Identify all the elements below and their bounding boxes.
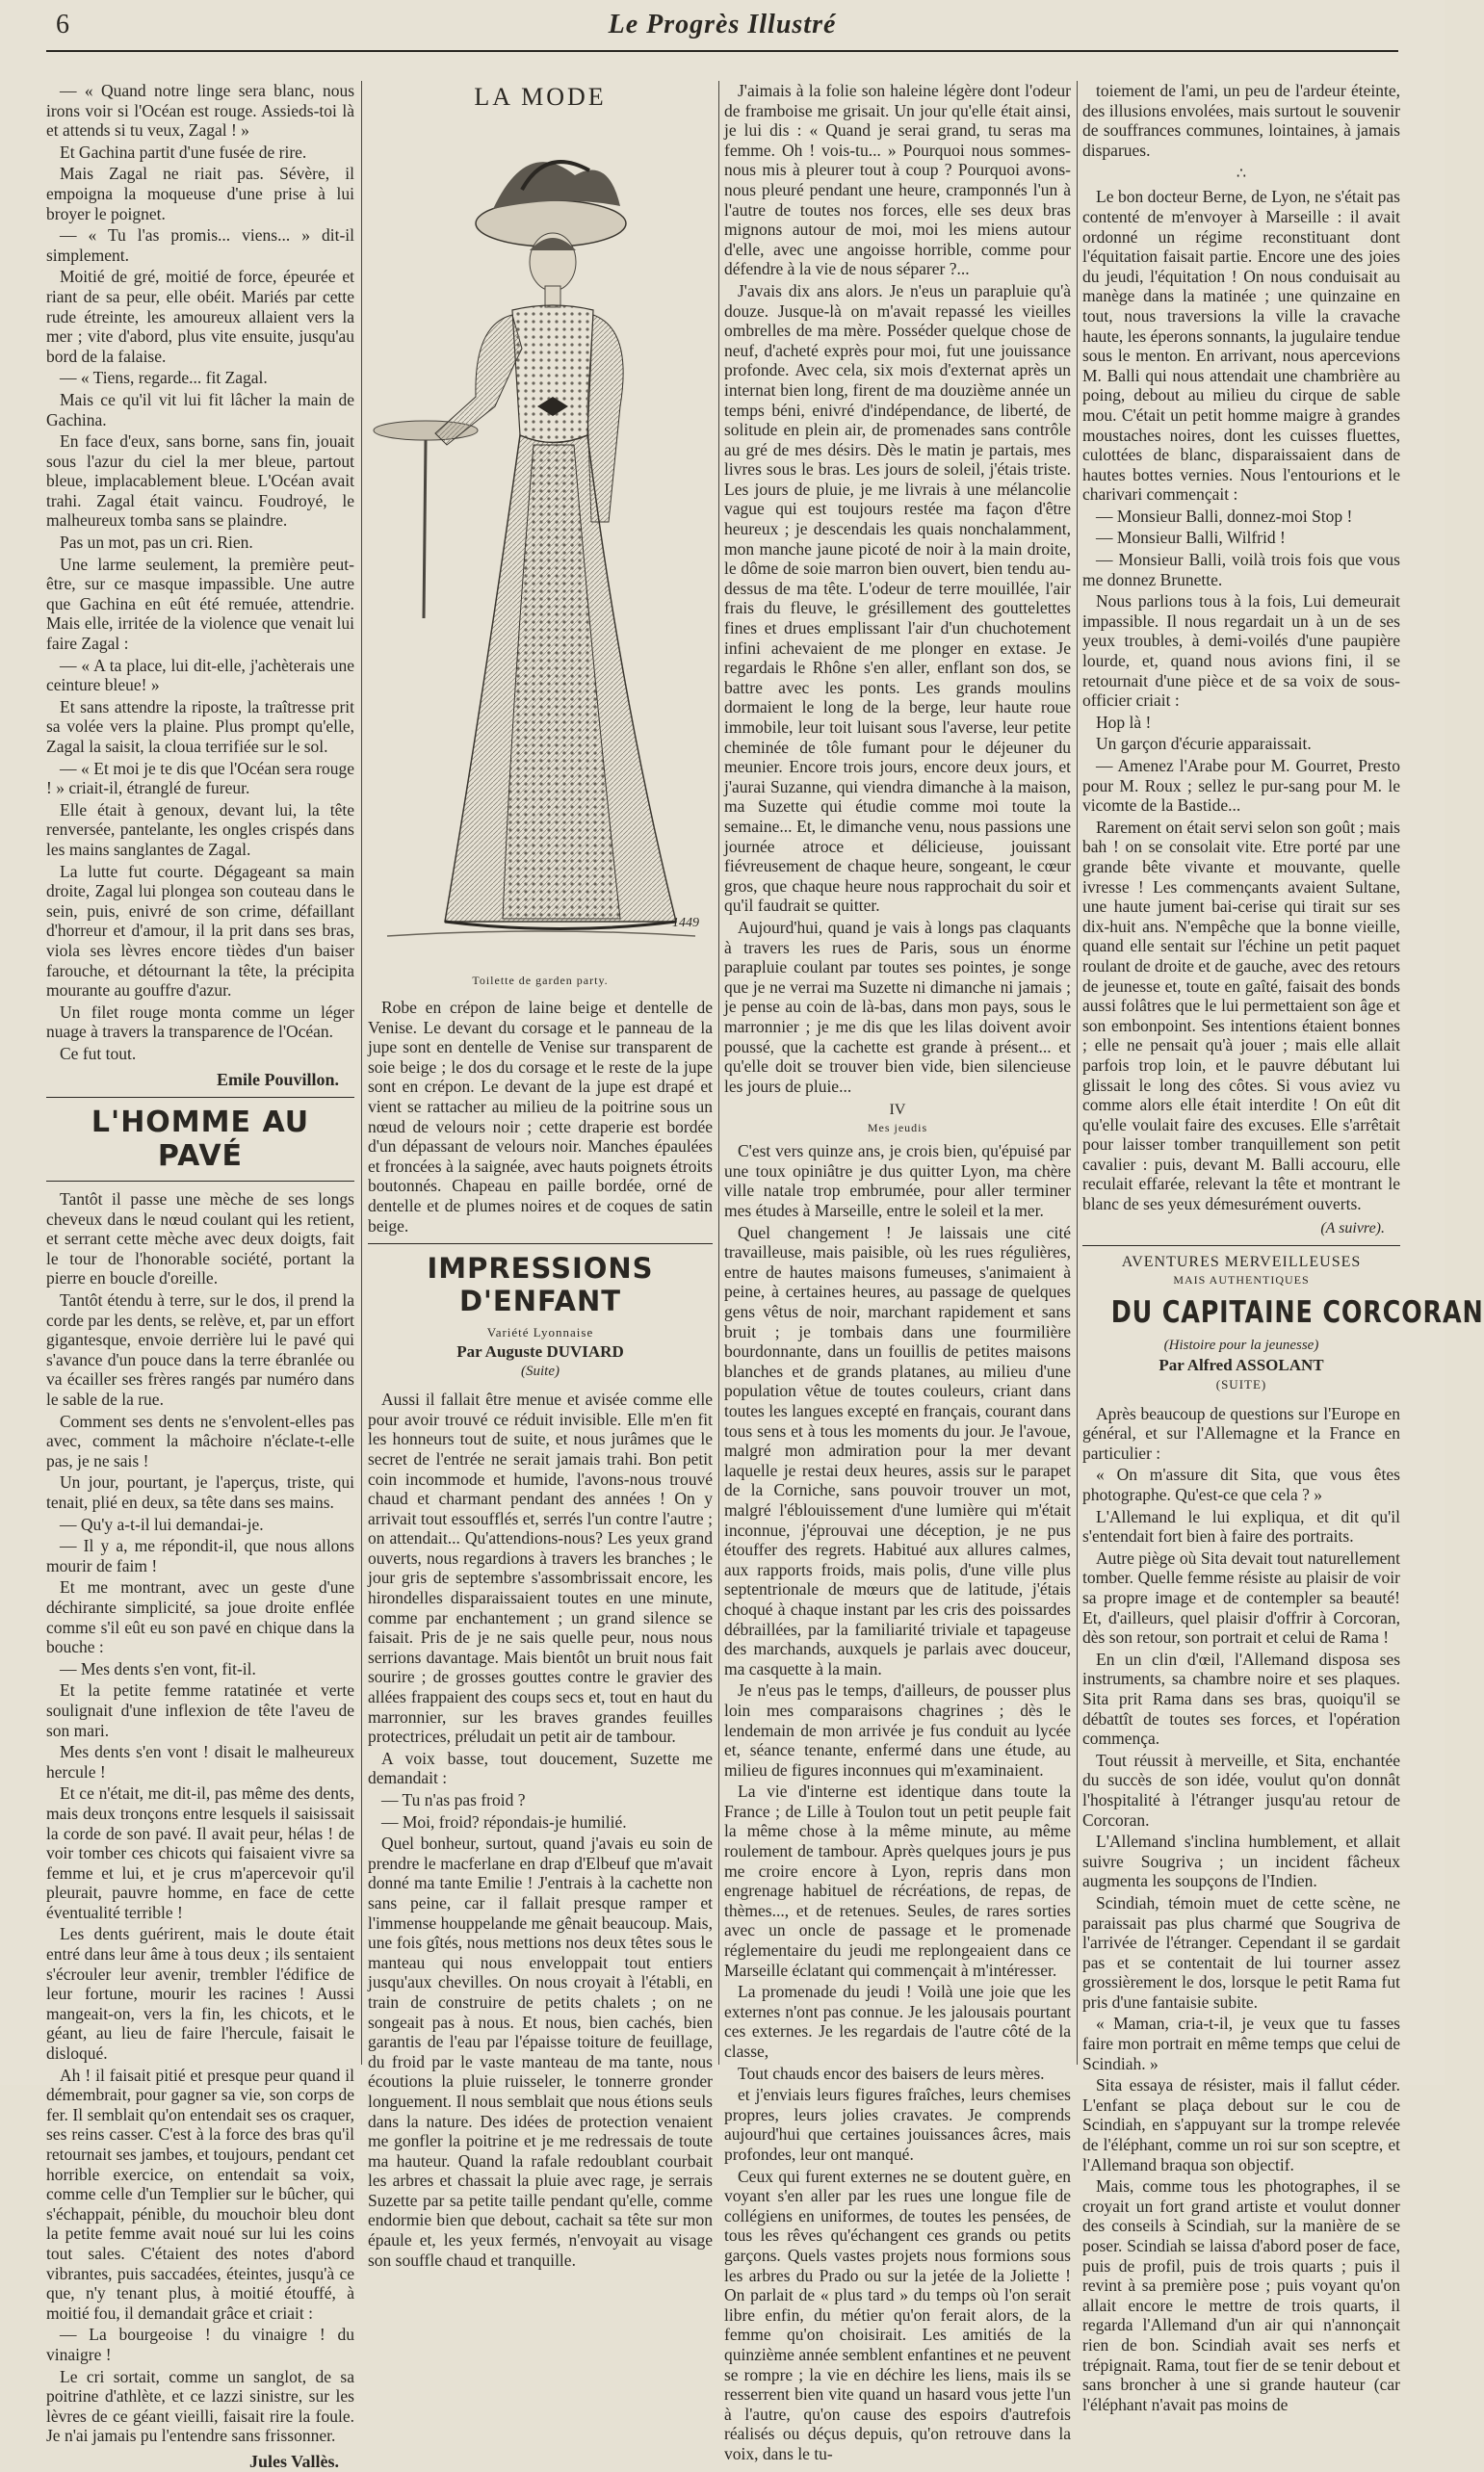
paragraph: — Mes dents s'en vont, fit-il. [60, 1658, 256, 1678]
section-title: Mes jeudis [867, 1121, 928, 1135]
section-dots: ∴ [1236, 166, 1247, 183]
paragraph: Et me montrant, avec un geste d'une déchirante simplicité, sa joue droite enflée comme s'il eût eu son pavé en chique dans la bouche : [46, 1577, 354, 1657]
paragraph: Nous parlions tous à la fois, Lui demeurait impassible. Il nous regardait un à un de ses yeux troubles, à demi-voilés d'une paupière lourde, et, quand nous avions fini, il se retournait d'une pièce et de sa voix de sous-officier criait : [1082, 591, 1400, 711]
paragraph: Scindiah, témoin muet de cette scène, ne paraissait pas plus charmé que Sougriva de l'arrivée de l'étranger. Cependant il se gardait pas et se contentait de lui tourner assez grossièrement le dos, lorsque le petit Rama fut pris d'une fantaisie subite. [1082, 1892, 1400, 2012]
paragraph: Je n'eus pas le temps, d'ailleurs, de pousser plus loin mes comparaisons chagrines ; dès le lendemain de mon arrivée je fus conduit au lycée et, séance tenante, enfermé dans une étude, au milieu de figures inconnues qui m'examinaient. [724, 1680, 1071, 1780]
article-suite: (Suite) [521, 1364, 560, 1380]
to-be-continued: (A suivre). [1320, 1219, 1385, 1236]
paragraph: — « Quand notre linge sera blanc, nous irons voir si l'Océan est rouge. Assieds-toi là et attends si tu veux, Zagal ! » [46, 81, 354, 141]
paragraph: Et ce n'était, me dit-il, pas même des dents, mais deux tronçons entre lesquels il saisissait la corde de son pavé. Il avait peur, hélas ! de voir tomber ces chicots qui faisaient vivre sa femme et lui, et je crus m'apercevoir qu'il pleurait, pauvre homme, en face de cette éventualité terrible ! [46, 1783, 354, 1922]
paragraph: Ce fut tout. [60, 1043, 137, 1063]
paragraph: Après beaucoup de questions sur l'Europe en général, et sur l'Allemagne et la France en particulier : [1082, 1403, 1400, 1463]
paragraph: Tout réussit à merveille, et Sita, enchantée du succès de son idée, voulut qu'on donnât l'hospitalité à l'étranger jusqu'au retour de Corcoran. [1082, 1750, 1400, 1830]
serial-subtitle: (Histoire pour la jeunesse) [1163, 1337, 1319, 1353]
fashion-description [368, 998, 713, 1236]
column-divider [361, 81, 362, 2065]
serial-title-line1: AVENTURES MERVEILLEUSES [1121, 1253, 1362, 1270]
article-title: L'HOMME AU PAVÉ [91, 1106, 310, 1174]
paragraph: — Moi, froid? répondais-je humilié. [381, 1811, 627, 1832]
paragraph: Aujourd'hui, quand je vais à longs pas claquants à travers les rues de Paris, sous un énorme parapluie coulant par toutes ses pointes, je songe que je ne verrai ma Suzette ni dimanche ni jamais ; je pense au coin de là-bas, dans mon pays, sous le marronnier ; je me dis que les lilas doivent avoir poussé, que la cachette est grande à présent... et qu'elle doit se trouver bien vide, bien silencieuse les jours de pluie... [724, 917, 1071, 1096]
serial-title: DU CAPITAINE CORCORAN [1110, 1294, 1484, 1330]
paragraph: « On m'assure dit Sita, que vous êtes photographe. Qu'est-ce que cela ? » [1082, 1465, 1400, 1505]
paragraph: — Amenez l'Arabe pour M. Gourret, Presto pour M. Roux ; sellez le pur-sang pour M. le vicomte de la Bastide... [1082, 756, 1400, 816]
paragraph: Le cri sortait, comme un sanglot, de sa poitrine d'athlète, et ce lazzi sinistre, sur les lèvres de ce géant vieilli, faisait rire la foule. Je n'ai jamais pu l'entendre sans frissonner. [46, 2366, 354, 2446]
paragraph: Le bon docteur Berne, de Lyon, ne s'était pas contenté de m'envoyer à Marseille : il avait ordonné un régime reconstituant dont l'équitation faisait partie. Encore une des joies du jeudi, l'équitation ! On nous conduisait au manège dans la matinée ; une quinzaine en tout, nous traversions la ville la cravache haute, les éperons sonnants, la jugulaire tendue sous le menton. En arrivant, nous apercevions M. Balli qui nous attendait une chambrière au poing, debout au milieu du cirque de sable mou. C'était un petit homme maigre à grandes moustaches noires, dont les cuisses fluettes, culottées de blanc, disparaissaient dans de hautes bottes vernies. Nous l'entourions et le charivari commençait : [1082, 187, 1400, 505]
paragraph: Et la petite femme ratatinée et verte soulignait d'une inflexion de tête l'aveu de son mari. [46, 1680, 354, 1740]
paragraph: La lutte fut courte. Dégageant sa main droite, Zagal lui plongea son couteau dans le sein, puis, enivré de son crime, défaillant d'horreur et d'amour, il la prit dans ses bras, viola ses lèvres encore tièdes d'un baiser farouche, et détournant la tête, la précipita mourante au gouffre d'azur. [46, 861, 354, 1001]
paragraph: Robe en crépon de laine beige et dentelle de Venise. Le devant du corsage et le panneau de la jupe sont en dentelle de Venise sur transparent de soie beige ; le dos du corsage et le reste de la jupe sont en crépon. Le devant de la jupe est drapé et vient se rattacher au milieu de la poitrine sous un nœud de velours noir ; cette draperie est bordée d'un dépassant de velours noir. Manches épaulées et froncées à la saignée, avec hauts poignets étroits boutonnés. Chapeau en paille bordée, orné de dentelle et de plumes noires et de coques de satin beige. [368, 998, 713, 1236]
paragraph: J'avais dix ans alors. Je n'eus un parapluie qu'à douze. Jusque-là on m'avait repassé les vieilles ombrelles de ma mère. Posséder quelque chose de neuf, d'acheté exprès pour moi, fut une jouissance profonde. Avec cela, six mois d'externat après un internat bien long, firent de ma douzième année un temps béni, enivré d'indépendance, de liberté, de solitude en plein air, de promenades sans contrôle au gré de mes désirs. Dès le matin je partais, mes livres sous le bras. Les jours de soleil, j'étais triste. Les jours de pluie, je me livrais à une mélancolie vague qui est toujours restée ma façon d'être heureux ; je descendais les quais nonchalamment, mon manche jaune picoté de noir à la main droite, le dôme de soie marron bien ouvert, bien tendu au-dessus de ma tête. L'odeur de terre mouillée, l'air frais du fleuve, le grésillement des gouttelettes fines et drues emplissant l'air d'un chuchotement infini achevaient de me plonger en extase. Je regardais le Rhône s'en aller, enflant son dos, se battre avec les ponts. Les grands moulins dormaient le long de la berge, leur haute roue immobile, leur toit luisant sous l'averse, leur petite cheminée de tôle fumant pour le déjeuner du meunier. Encore trois jours, encore deux jours, et j'aurai Suzanne, qui viendra dimanche à la maison, ma Suzette qui étudie comme moi toute la semaine... Et, le dimanche venu, nous passions une journée atroce et délicieuse, jouissant fiévreusement de chaque heure, songeant, le cœur gros, que chaque heure nous rapprochait du soir et qu'il faudrait se quitter. [724, 280, 1071, 916]
paragraph: J'aimais à la folie son haleine légère dont l'odeur de framboise me grisait. Un jour qu'elle était ainsi, je lui dis : « Quand je serai grand, tu seras ma femme. Oh ! vois-tu... » Pourquoi nous sommes-nous mis à pleurer tout à coup ? Pourquoi avons-nous pleuré pendant une heure, cramponnés l'un à l'autre de toutes nos forces, elle ses deux bras mignons autour de moi, moi les miens autour d'elle, avec une angoisse horrible, comme pour défendre à la vie de nous séparer ?... [724, 81, 1071, 279]
paragraph: Tantôt il passe une mèche de ses longs cheveux dans le nœud coulant qui les retient, et serrant cette mèche avec deux doigts, fait le tour de l'honorable société, portant la pierre en boucle d'oreille. [46, 1189, 354, 1288]
column-1 [46, 81, 354, 2471]
article-body [724, 81, 1071, 1096]
column-divider [718, 81, 719, 2065]
article-body [1082, 81, 1400, 160]
paragraph: La vie d'interne est identique dans toute la France ; de Lille à Toulon tout un petit peuple fait la même chose à la même minute, au même roulement de tambour. Après quelques jours je pus me croire encore à Lyon, repris dans mon engrenage habituel de récréations, de repas, de thèmes..., et de retenues. Seules, de rares sorties avec un oncle de passage et le promenade réglementaire du jeudi me replongeaient dans ce Marseille éclatant qui commençait à m'intéresser. [724, 1782, 1071, 1980]
paragraph: Mais Zagal ne riait pas. Sévère, il empoigna la moqueuse d'une prise à lui broyer le poignet. [46, 164, 354, 223]
column-4 [1082, 81, 1484, 2414]
column-3 [724, 81, 1071, 2463]
paragraph: Pas un mot, pas un cri. Rien. [60, 533, 253, 553]
story-author: Emile Pouvillon. [216, 1069, 339, 1089]
paragraph: — Qu'y a-t-il lui demandai-je. [60, 1514, 264, 1534]
paragraph: — Il y a, me répondit-il, que nous allons mourir de faim ! [46, 1536, 354, 1575]
article-body [46, 1189, 354, 2446]
separator [368, 1243, 713, 1244]
article-body [368, 1390, 713, 2270]
paragraph: Elle était à genoux, devant lui, la tête renversée, pantelante, les ongles crispés dans les mains sanglantes de Zagal. [46, 799, 354, 859]
paragraph: Quel changement ! Je laissais une cité travailleuse, mais paisible, où les rues régulières, entre de hautes maisons fumeuses, s'animaient à peine, à certaines heures, au passage de quelques gens vêtus de noir, marchant rapidement et sans bruit ; je tombais dans une fourmilière bourdonnante, dans un fouillis de petites maisons blanches et de grands platanes, au milieu d'une population vêtue de toutes couleurs, criant dans toutes les langues excepté en français, courant dans tous sens et à tous les moments du jour. Je l'avoue, malgré mon admiration pour la mer devant laquelle je restai deux heures, assis sur le parapet de la Corniche, sans pouvoir trouver un mot, malgré l'éblouissement d'une lumière qui m'était inconnue, j'éprouvai une déception, je ne pus étouffer des regrets. Habitué aux allures calmes, aux rapports froids, mais polis, d'une ville plus septentrionale de mœurs que de latitude, j'étais choqué à chaque instant par les cris des poissardes débraillées, par la familiarité triviale et tapageuse des marchands, auxquels je parlais avec douceur, ma casquette à la main. [724, 1222, 1071, 1678]
paragraph: Et Gachina partit d'une fusée de rire. [60, 142, 307, 162]
paragraph: En face d'eux, sans borne, sans fin, jouait sous l'azur du ciel la mer bleue, partout bleue, implacablement bleue. L'Océan avait trahi. Zagal était vaincu. Foudroyé, le malheureux tomba sans se plaindre. [46, 431, 354, 531]
paragraph: Un jour, pourtant, je l'aperçus, triste, qui tenait, plié en deux, sa tête dans ses mains. [46, 1472, 354, 1512]
page-header [0, 0, 1445, 62]
paragraph: Mais ce qu'il vit lui fit lâcher la main de Gachina. [46, 389, 354, 429]
paragraph: — Monsieur Balli, donnez-moi Stop ! [1096, 506, 1353, 526]
paragraph: Les dents guérirent, mais le doute était entré dans leur âme à tous deux ; ils sentaient s'écrouler leur avenir, trembler l'édifice de leur fortune, mourir les racines ! Aussi mangeait-on, vers la fin, les chicots, et le géant, au lieu de faire l'hercule, faisait le disloqué. [46, 1924, 354, 2064]
article-title: IMPRESSIONS D'ENFANT [427, 1252, 654, 1318]
header-rule [46, 50, 1398, 52]
column-2 [368, 81, 713, 2270]
serial-title-line2: MAIS AUTHENTIQUES [1173, 1272, 1310, 1287]
article-author: Par Auguste DUVIARD [456, 1342, 624, 1362]
paragraph: toiement de l'ami, un peu de l'ardeur éteinte, des illusions envolées, mais surtout le souvenir de souffrances communes, lointaines, à jamais disparues. [1082, 81, 1400, 160]
paragraph: Autre piège où Sita devait tout naturellement tomber. Quelle femme résiste au plaisir de voir sa propre image et de contempler sa beauté! Et, d'ailleurs, quel plaisir d'offrir à Corcoran, dès son retour, son portrait et celui de Rama ! [1082, 1548, 1400, 1648]
paragraph: Comment ses dents ne s'envolent-elles pas avec, comment la mâchoire n'éclate-t-elle pas, je ne sais ! [46, 1411, 354, 1470]
paragraph: Quel bonheur, surtout, quand j'avais eu soin de prendre le macferlane en drap d'Elbeuf que m'avait donné ma tante Emilie ! J'entrais à la cachette non sans peine, car il fallait presque ramper et l'immense houppelande me gênait beaucoup. Mais, une fois gîtés, nous mettions nos deux têtes sous le manteau qui nous enveloppait tout entiers jusqu'aux chevilles. On nous croyait à l'établi, en train de construire de petits chalets ; on ne songeait pas à nous. Et nous, bien cachés, bien garantis de l'eau par l'épaisse toiture de feuillage, du froid par le vaste manteau de ma tante, nous écoutions la pluie ruisseler, le tonnerre gronder longuement. Il nous semblait que nous étions seuls dans la nature. Des idées de protection venaient me gonfler la poitrine et je me redressais de toute ma hauteur. Quand la rafale redoublant courbait les arbres et chassait la pluie avec rage, je serrais Suzette par sa petite taille pendant qu'elle, comme endormie bien que debout, cachait sa tête sur mon épaule et, les yeux fermés, n'envoyait au visage son souffle chaud et tranquille. [368, 1834, 713, 2270]
paragraph: « Maman, cria-t-il, je veux que tu fasses faire mon portrait en même temps que celui de Scindiah. » [1082, 2014, 1400, 2073]
paragraph: Un filet rouge monta comme un léger nuage à travers la transparence de l'Océan. [46, 1002, 354, 1042]
serial-body [1082, 1404, 1400, 2415]
paragraph: — La bourgeoise ! du vinaigre ! du vinaigre ! [46, 2325, 354, 2364]
paragraph: Ah ! il faisait pitié et presque peur quand il démembrait, pour gagner sa vie, son corps de fer. Il semblait qu'on entendait ses os craquer, ses reins casser. C'est à la force des bras qu'il retournait ses jambes, et toujours, pendant cet horrible exercice, on entendait sa voix, comme celle d'un Templier sur le bûcher, qui s'échappait, pénible, du mouchoir bleu dont la petite femme avait noué sur lui les coins tout sales. C'étaient des notes d'abord vibrantes, puis saccadées, éteintes, jusqu'à ce que, n'y tenant plus, à moitié étouffé, à moitié fou, il demandait grâce et criait : [46, 2065, 354, 2323]
paragraph: — Monsieur Balli, Wilfrid ! [1096, 528, 1286, 548]
paragraph: Tantôt étendu à terre, sur le dos, il prend la corde par les dents, se relève, et, par un effort gigantesque, envoie derrière lui le pavé qui s'avance d'un pouce dans la terre ébranlée ou va écailler ses frères rangés par numéro dans le sable de la rue. [46, 1290, 354, 1410]
fashion-illustration [368, 117, 713, 965]
column-divider [1077, 81, 1078, 2065]
paragraph: et j'enviais leurs figures fraîches, leurs chemises propres, leurs jolies cravates. Je comprends aujourd'hui que certaines jouissances âcres, mais profondes, leur ont manqué. [724, 2085, 1071, 2164]
article-body [1082, 187, 1400, 1213]
paragraph: Ceux qui furent externes ne se doutent guère, en voyant s'en aller par les rues une longue file de collégiens en uniformes, de toutes les pensées, de tous les rêves qu'échangent ces grands ou petits garçons. Quels vastes projets nous formions sous les arbres du Prado ou sur la jetée de la Joliette ! On parlait de « plus tard » du temps où l'on serait libre enfin, du métier qu'on ferait alors, de la femme qu'on choisirait. Les amitiés de la quinzième année semblent enfantines et ne peuvent se rompre ; la vie en déchire les liens, mais ils se resserrent bien vite quand un hasard vous jette l'un à l'autre, qu'on cause des espoirs d'autrefois réalisés ou déçus depuis, qu'on retrouve dans la voix, dans le tu- [724, 2166, 1071, 2463]
paragraph: — Monsieur Balli, voilà trois fois que vous me donnez Brunette. [1082, 550, 1400, 589]
paragraph: — « Et moi je te dis que l'Océan sera rouge ! » criait-il, étranglé de fureur. [46, 758, 354, 798]
paragraph: La promenade du jeudi ! Voilà une joie que les externes n'ont pas connue. Je les jalousais pourtant ces externes. Je les regardais de l'autre côté de la classe, [724, 1982, 1071, 2061]
paragraph: En un clin d'œil, l'Allemand disposa ses instruments, sa chambre noire et ses plaques. Sita prit Rama dans ses bras, quoiqu'il se débattît de toutes ses forces, et l'opération commença. [1082, 1649, 1400, 1749]
article-body [724, 1141, 1071, 2463]
paragraph: — « Tiens, regarde... fit Zagal. [60, 368, 268, 388]
paragraph: Mais, comme tous les photographes, il se croyait un fort grand artiste et voulut donner des conseils à Scindiah, sur la manière de se poser. Scindiah se laissa d'abord poser de face, puis de profil, puis de trois quarts ; puis il revint à sa première pose ; puis voyant qu'on allait encore le mettre de trois quarts, il regarda l'Allemand d'un air qui n'annonçait rien de bon. Scindiah avait ses nerfs et trépignait. Rama, tout fier de se tenir debout et sans broncher à une si grande hauteur (car l'éléphant n'avait pas moins de [1082, 2176, 1400, 2414]
separator [46, 1181, 354, 1182]
paragraph: Rarement on était servi selon son goût ; mais bah ! on se consolait vite. Etre porté par une grande bête vivante et mouvante, quelle ivresse ! Les commençants avaient Sultane, une haute jument bai-cerise qui tirait sur ses dix-huit ans. N'empêche que la bonne vieille, quand elle sentait sur l'échine un petit paquet roulant de droite et de gauche, avec des retours de jeunesse et, toute en gaîté, faisait des bonds aussi folâtres que le lui permettaient son âge et son embonpoint. Ses intentions étaient bonnes ; elle ne pensait qu'à jouer ; mais elle allait parfois trop loin, et le pauvre débutant lui glissait le long des côtes. Si vous aviez vu comme alors elle était interdite ! On eût dit qu'elle voulait faire des excuses. Elle s'arrêtait pour laisser tomber tranquillement son petit cavalier : puis, devant M. Balli accouru, elle reculait effarée, relevant la tête et montrant le blanc de ses yeux démesurément ouverts. [1082, 817, 1400, 1214]
paragraph: L'Allemand le lui expliqua, et dit qu'il s'entendait fort bien à faire des portraits. [1082, 1506, 1400, 1547]
separator [46, 1097, 354, 1098]
serial-suite: (SUITE) [1215, 1376, 1267, 1392]
masthead: Le Progrès Illustré [608, 10, 837, 39]
article-subtitle: Variété Lyonnaise [486, 1325, 594, 1340]
paragraph: — Tu n'as pas froid ? [381, 1790, 526, 1809]
paragraph: Hop là ! [1096, 712, 1152, 732]
paragraph: Mes dents s'en vont ! disait le malheureux hercule ! [46, 1742, 354, 1782]
paragraph: Sita essaya de résister, mais il fallut céder. L'enfant se plaça debout sur le cou de Scindiah, en s'appuyant sur la trompe relevée de l'éléphant, comme un roi sur son sceptre, et l'Allemand braqua son objectif. [1082, 2075, 1400, 2174]
paragraph: Aussi il fallait être menue et avisée comme elle pour avoir trouvé ce réduit invisible. Elle m'en fit les honneurs tout de suite, et nous jurâmes que le secret de l'entrée ne serait jamais trahi. Bon petit coin incommode et humide, l'avons-nous trouvé chaud et charmant pendant des années ! On y arrivait tout essoufflés et, serrés l'un contre l'autre ; on attendait... Qu'attendions-nous? Les yeux grand ouverts, nous regardions à travers les branches ; le jour gris de septembre s'assombrissait encore, les hirondelles disparaissaient toutes en une minute, comme par enchantement ; un grand silence se faisait. Pris de je ne sais quelle peur, nous nous serrions davantage. Mais bientôt un bruit nous fait sourire ; de grosses gouttes contre le gravier des allées frappaient des coups secs et, tout en haut du marronnier, sur les braves grandes feuilles protectrices, préludait un petit air de tambour. [368, 1390, 713, 1747]
illustration-title: LA MODE [474, 83, 607, 111]
paragraph: Une larme seulement, la première peut-être, sur ce masque impassible. Une autre que Gachina en eût été remuée, attendrie. Mais elle, irritée de la violence que venait lui faire Zagal : [46, 554, 354, 654]
paragraph: L'Allemand s'inclina humblement, et allait suivre Sougriva ; un incident fâcheux augmenta les soupçons de l'Indien. [1082, 1832, 1400, 1891]
story-ending [46, 81, 354, 1064]
illustration-caption: Toilette de garden party. [472, 974, 609, 987]
page-number: 6 [56, 10, 69, 39]
paragraph: C'est vers quinze ans, je crois bien, qu'épuisé par une toux opiniâtre je dus quitter Lyon, ma chère ville natale trop embrumée, pour aller terminer mes études à Marseille, entre le soleil et la mer. [724, 1141, 1071, 1221]
section-number: IV [889, 1102, 906, 1119]
separator [1082, 1245, 1400, 1246]
paragraph: A voix basse, tout doucement, Suzette me demandait : [368, 1748, 713, 1788]
illustration-number: 1449 [672, 916, 699, 930]
paragraph: Et sans attendre la riposte, la traîtresse prit sa volée vers la plaine. Plus prompt qu'elle, Zagal la saisit, la cloua terrifiée sur le sol. [46, 696, 354, 756]
paragraph: — « Tu l'as promis... viens... » dit-il simplement. [46, 225, 354, 265]
paragraph: Un garçon d'écurie apparaissait. [1096, 734, 1312, 754]
article-author: Jules Vallès. [248, 2451, 339, 2471]
paragraph: Moitié de gré, moitié de force, épeurée et riant de sa peur, elle obéit. Mariés par cette rude étreinte, les amoureux allaient vers la mer ; vite d'abord, plus vite ensuite, jusqu'au bord de la falaise. [46, 267, 354, 366]
serial-author: Par Alfred ASSOLANT [1159, 1355, 1324, 1374]
paragraph: Tout chauds encor des baisers de leurs mères. [738, 2063, 1045, 2083]
paragraph: — « A ta place, lui dit-elle, j'achèterais une ceinture bleue! » [46, 655, 354, 695]
